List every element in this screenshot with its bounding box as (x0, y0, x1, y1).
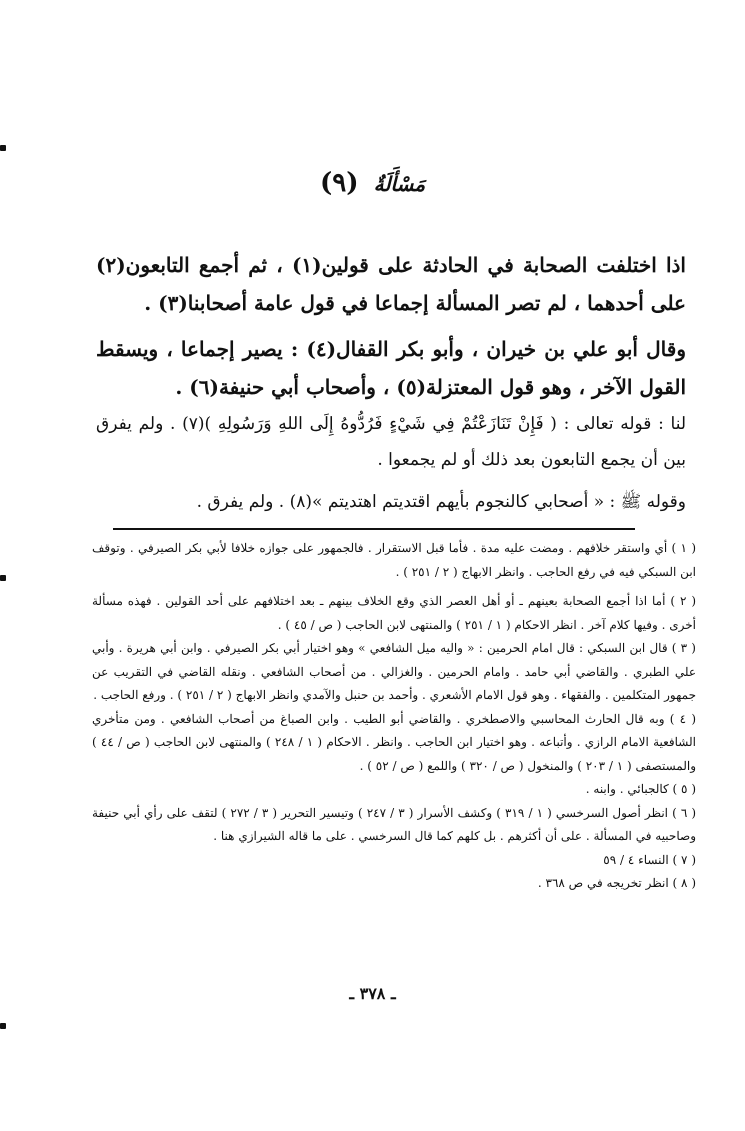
footnote-8: ( ٨ ) انظر تخريجه في ص ٣٦٨ . (537, 876, 696, 890)
evidence-hadith-paragraph: وقوله ﷺ : « أصحابي كالنجوم بأيهم اقتديتم اهتديتم »(٨) . ولم يفرق . (196, 492, 686, 512)
page-number: ـ ٣٧٨ ـ (349, 984, 396, 1003)
footnote-6: ( ٦ ) انظر أصول السرخسي ( ١ / ٣١٩ ) وكشف الأسرار ( ٣ / ٢٤٧ ) وتيسير التحرير ( ٣ / ٢٧٢ ) لتقف على رأي أبي حنيفة وصاحبيه في المسألة . على أن أكثرهم . بل كلهم كما قال السرخسي . على ما قاله الشيرازي هنا . (92, 805, 697, 843)
opposing-view-paragraph: وقال أبو علي بن خيران ، وأبو بكر القفال(٤) : يصير إجماعا ، ويسقط القول الآخر ، وهو قول المعتزلة(٥) ، وأصحاب أبي حنيفة(٦) . (96, 337, 686, 399)
issue-heading-word: مَسْأَلَةٌ (373, 172, 426, 196)
footnote-5: ( ٥ ) كالجبائي . وابنه . (585, 782, 696, 796)
footnote-separator-rule (113, 528, 635, 530)
issue-heading (0, 168, 745, 198)
footnote-2: ( ٢ ) أما اذا أجمع الصحابة بعينهم ـ أو أهل العصر الذي وقع الخلاف بينهم ـ بعد اختلافهم على أحد القولين . فهذه مسألة أخرى . وفيها كلام آخر . انظر الاحكام ( ١ / ٢٥١ ) والمنتهى لابن الحاجب ( ص / ٤٥ ) . (92, 594, 696, 632)
main-statement-paragraph: اذا اختلفت الصحابة في الحادثة على قولين(١) ، ثم أجمع التابعون(٢) على أحدهما ، لم تصر المسألة إجماعا في قول عامة أصحابنا(٣) . (96, 253, 686, 315)
footnote-1: ( ١ ) أي واستقر خلافهم . ومضت عليه مدة . فأما قبل الاستقرار . فالجمهور على جوازه خلافا لأبي بكر الصيرفي . وتوقف ابن السبكي فيه في رفع الحاجب . وانظر الابهاج ( ٢ / ٢٥١ ) . (92, 541, 696, 579)
left-edge-mark-2 (0, 575, 6, 581)
issue-heading-number: (٩) (319, 168, 359, 198)
footnote-7: ( ٧ ) النساء ٤ / ٥٩ (603, 852, 696, 867)
footnote-4: ( ٤ ) وبه قال الحارث المحاسبي والاصطخري . والقاضي أبو الطيب . وابن الصباغ من أصحاب الشافعي . ومن متأخري الشافعية الامام الرازي . وأتباعه . وهو اختيار ابن الحاجب . وانظر . الاحكام ( ١ / ٢٤٨ ) والمنتهى لابن الحاجب ( ص / ٤٤ ) والمستصفى ( ١ / ٢٠٣ ) والمنخول ( ص / ٣٢٠ ) واللمع ( ص / ٥٢ ) . (92, 711, 696, 773)
left-edge-mark-3 (0, 1023, 6, 1029)
left-edge-mark-1 (0, 145, 6, 151)
footnotes-section (92, 537, 696, 896)
evidence-quran-paragraph: لنا : قوله تعالى : ( فَإِنْ تَنَازَعْتُمْ فِي شَيْءٍ فَرُدُّوهُ إِلَى اللهِ وَرَسُولِهِ )(٧) . ولم يفرق بين أن يجمع التابعون بعد ذلك أو لم يجمعوا . (96, 414, 687, 470)
footnote-3: ( ٣ ) قال ابن السبكي : قال امام الحرمين : « واليه ميل الشافعي » وهو اختيار أبي بكر الصيرفي . وابن أبي هريرة . وأبي علي الطبري . والقاضي أبي حامد . وامام الحرمين . والغزالي . من أصحاب الشافعي . ونقله القاضي في التقريب عن جمهور المتكلمين . والفقهاء . وهو قول الامام الأشعري . وأحمد بن حنبل والآمدي وانظر الابهاج ( ٢ / ٢٥١ ) . ورفع الحاجب . (92, 641, 696, 702)
